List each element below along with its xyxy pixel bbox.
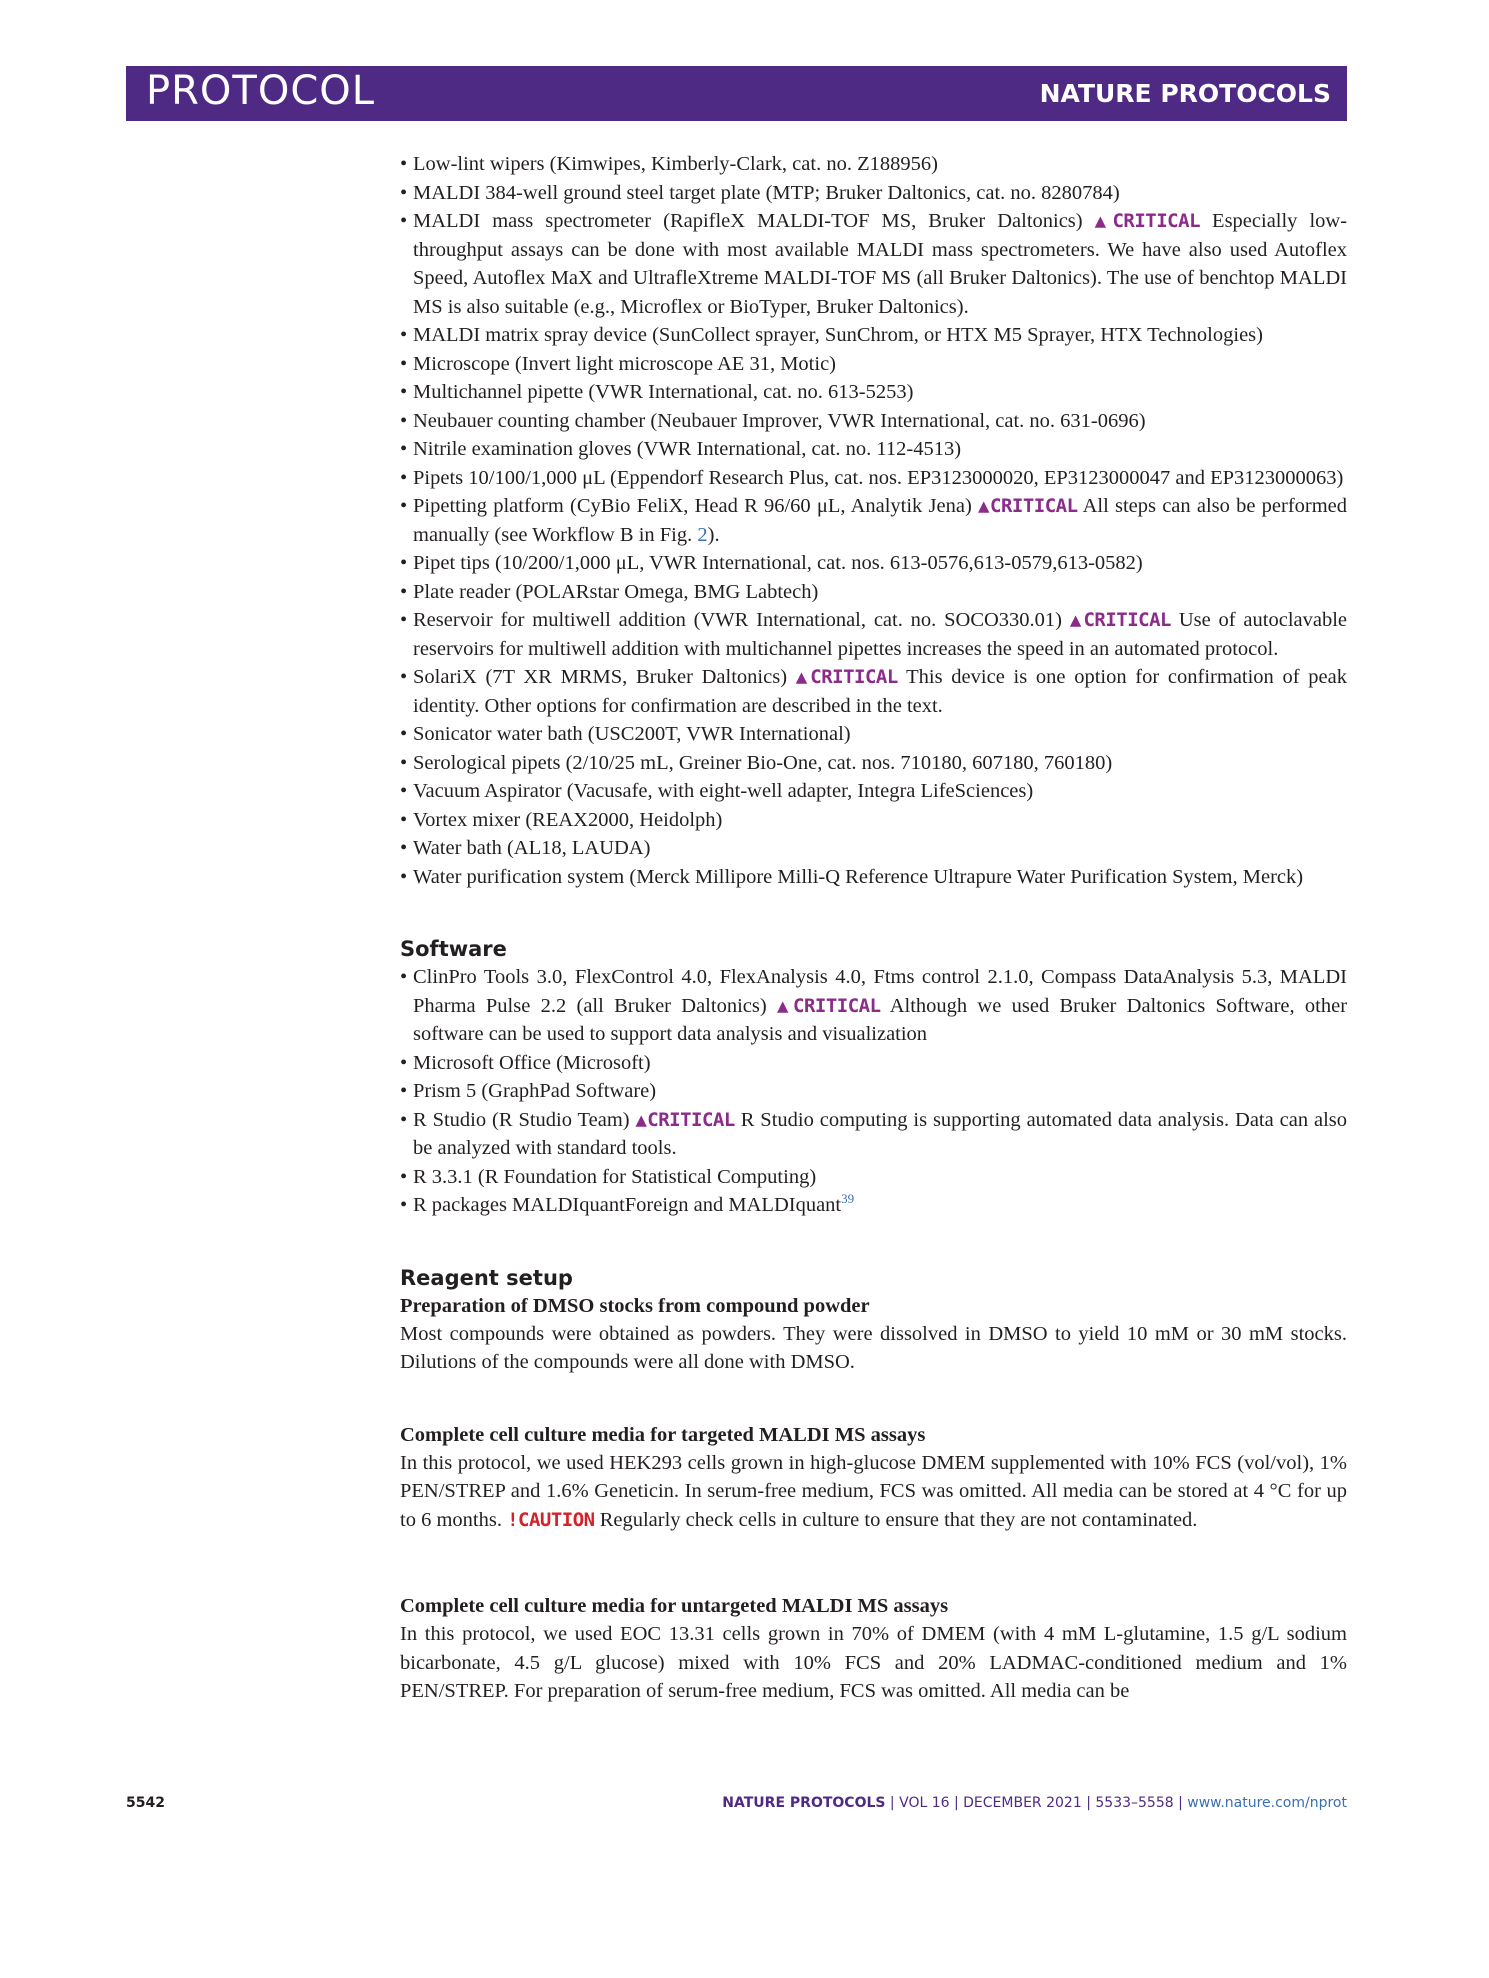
list-item: • R 3.3.1 (R Foundation for Statistical Computing) (400, 1163, 1347, 1192)
paragraph: Most compounds were obtained as powders. They were dissolved in DMSO to yield 10 mM or 30 mM stocks. Dilutions of the compounds were all done with DMSO. (400, 1322, 1347, 1373)
list-item: • Microscope (Invert light microscope AE 31, Motic) (400, 350, 1347, 379)
footer-journal: NATURE PROTOCOLS (722, 1795, 886, 1811)
footer-date: DECEMBER 2021 (963, 1795, 1082, 1811)
footer-volume: VOL 16 (899, 1795, 950, 1811)
journal-name: NATURE PROTOCOLS (1039, 79, 1331, 108)
reagent-setup-heading: Reagent setup (400, 1265, 573, 1290)
list-item: • Multichannel pipette (VWR International, cat. no. 613-5253) (400, 378, 1347, 407)
subsection-title: Complete cell culture media for untargeted MALDI MS assays (400, 1595, 949, 1617)
reference-link[interactable]: 39 (841, 1191, 855, 1207)
list-item: • R Studio (R Studio Team) ▲CRITICAL R Studio computing is supporting automated data analysis. Data can also be analyzed with standard tools. (400, 1106, 1347, 1163)
critical-marker: ▲CRITICAL (776, 994, 881, 1017)
subsection-title: Preparation of DMSO stocks from compound powder (400, 1294, 870, 1317)
citation-line: NATURE PROTOCOLS | VOL 16 | DECEMBER 2021 | 5533–5558 | www.nature.com/nprot (722, 1795, 1347, 1811)
list-item: • Vacuum Aspirator (Vacusafe, with eight-well adapter, Integra LifeSciences) (400, 777, 1347, 806)
section-type-label: PROTOCOL (146, 68, 376, 114)
critical-marker: ▲CRITICAL (978, 495, 1078, 517)
list-item: • Water purification system (Merck Millipore Milli-Q Reference Ultrapure Water Purification System, Merck) (400, 863, 1347, 892)
list-item: • Low-lint wipers (Kimwipes, Kimberly-Clark, cat. no. Z188956) (400, 150, 1347, 179)
article-body (400, 150, 1347, 1706)
list-item: • Serological pipets (2/10/25 mL, Greiner Bio-One, cat. nos. 710180, 607180, 760180) (400, 749, 1347, 778)
page-footer (126, 1795, 1347, 1819)
list-item: • Water bath (AL18, LAUDA) (400, 834, 1347, 863)
critical-marker: ▲CRITICAL (1094, 210, 1201, 232)
critical-marker: ▲CRITICAL (1069, 609, 1171, 631)
list-item: • MALDI 384-well ground steel target plate (MTP; Bruker Daltonics, cat. no. 8280784) (400, 179, 1347, 208)
figure-link[interactable]: 2 (697, 523, 708, 546)
list-item: • MALDI matrix spray device (SunCollect sprayer, SunChrom, or HTX M5 Sprayer, HTX Technologies) (400, 321, 1347, 350)
list-item: • R packages MALDIquantForeign and MALDIquant$^{39}$ (400, 1191, 1347, 1220)
list-item: • Microsoft Office (Microsoft) (400, 1049, 1347, 1078)
list-item: • ClinPro Tools 3.0, FlexControl 4.0, FlexAnalysis 4.0, Ftms control 2.1.0, Compass DataAnalysis 5.3, MALDI Pharma Pulse 2.2 (all Bruker Daltonics) ▲CRITICAL Although we used Bruker Daltonics Software, other software can be used to support data analysis and visualization (400, 963, 1347, 1049)
list-item: • Pipetting platform (CyBio FeliX, Head R 96/60 μL, Analytik Jena) ▲CRITICAL All steps can also be performed manually (see Workflow B in Fig. 2). (400, 492, 1347, 549)
list-item: • MALDI mass spectrometer (RapifleX MALDI-TOF MS, Bruker Daltonics) ▲CRITICAL Especially low-throughput assays can be done with most available MALDI mass spectrometers. We have also used Autoflex Speed, Autoflex MaX and UltrafleXtreme MALDI-TOF MS (all Bruker Daltonics). The use of benchtop MALDI MS is also suitable (e.g., Microflex or BioTyper, Bruker Daltonics). (400, 207, 1347, 321)
page-number: 5542 (126, 1795, 165, 1811)
list-item: • Vortex mixer (REAX2000, Heidolph) (400, 806, 1347, 835)
critical-marker: ▲CRITICAL (635, 1108, 735, 1131)
list-item: • Plate reader (POLARstar Omega, BMG Labtech) (400, 578, 1347, 607)
list-item: • Reservoir for multiwell addition (VWR International, cat. no. SOCO330.01) ▲CRITICAL Use of autoclavable reservoirs for multiwell addition with multichannel pipettes increases the speed in an automated protocol. (400, 606, 1347, 663)
software-list (400, 963, 1347, 1220)
list-item: • SolariX (7T XR MRMS, Bruker Daltonics) ▲CRITICAL This device is one option for confirmation of peak identity. Other options for confirmation are described in the text. (400, 663, 1347, 720)
critical-marker: ▲CRITICAL (795, 666, 898, 688)
equipment-list (400, 150, 1347, 891)
caution-marker: !CAUTION (507, 1508, 595, 1531)
page-header (126, 66, 1347, 121)
subsection-title: Complete cell culture media for targeted MALDI MS assays (400, 1423, 926, 1446)
list-item: • Neubauer counting chamber (Neubauer Improver, VWR International, cat. no. 631-0696) (400, 407, 1347, 436)
list-item: • Nitrile examination gloves (VWR International, cat. no. 112-4513) (400, 435, 1347, 464)
journal-url-link[interactable]: www.nature.com/nprot (1187, 1795, 1347, 1811)
paragraph: In this protocol, we used EOC 13.31 cells grown in 70% of DMEM (with 4 mM L-glutamine, 1.5 g/L sodium bicarbonate, 4.5 g/L glucose) mixed with 10% FCS and 20% LADMAC-conditioned medium and 1% PEN/STREP. For preparation of serum-free medium, FCS was omitted. All media can be (400, 1623, 1347, 1702)
software-heading: Software (400, 937, 507, 961)
footer-pages: 5533–5558 (1095, 1795, 1174, 1811)
list-item: • Pipet tips (10/200/1,000 μL, VWR International, cat. nos. 613-0576,613-0579,613-0582) (400, 549, 1347, 578)
paragraph: In this protocol, we used HEK293 cells grown in high-glucose DMEM supplemented with 10% FCS (vol/vol), 1% PEN/STREP and 1.6% Geneticin. In serum-free medium, FCS was omitted. All media can be stored at 4 °C for up to 6 months. !CAUTION Regularly check cells in culture to ensure that they are not contaminated. (400, 1451, 1347, 1531)
list-item: • Prism 5 (GraphPad Software) (400, 1077, 1347, 1106)
list-item: • Pipets 10/100/1,000 μL (Eppendorf Research Plus, cat. nos. EP3123000020, EP3123000047 and EP3123000063) (400, 464, 1347, 493)
list-item: • Sonicator water bath (USC200T, VWR International) (400, 720, 1347, 749)
